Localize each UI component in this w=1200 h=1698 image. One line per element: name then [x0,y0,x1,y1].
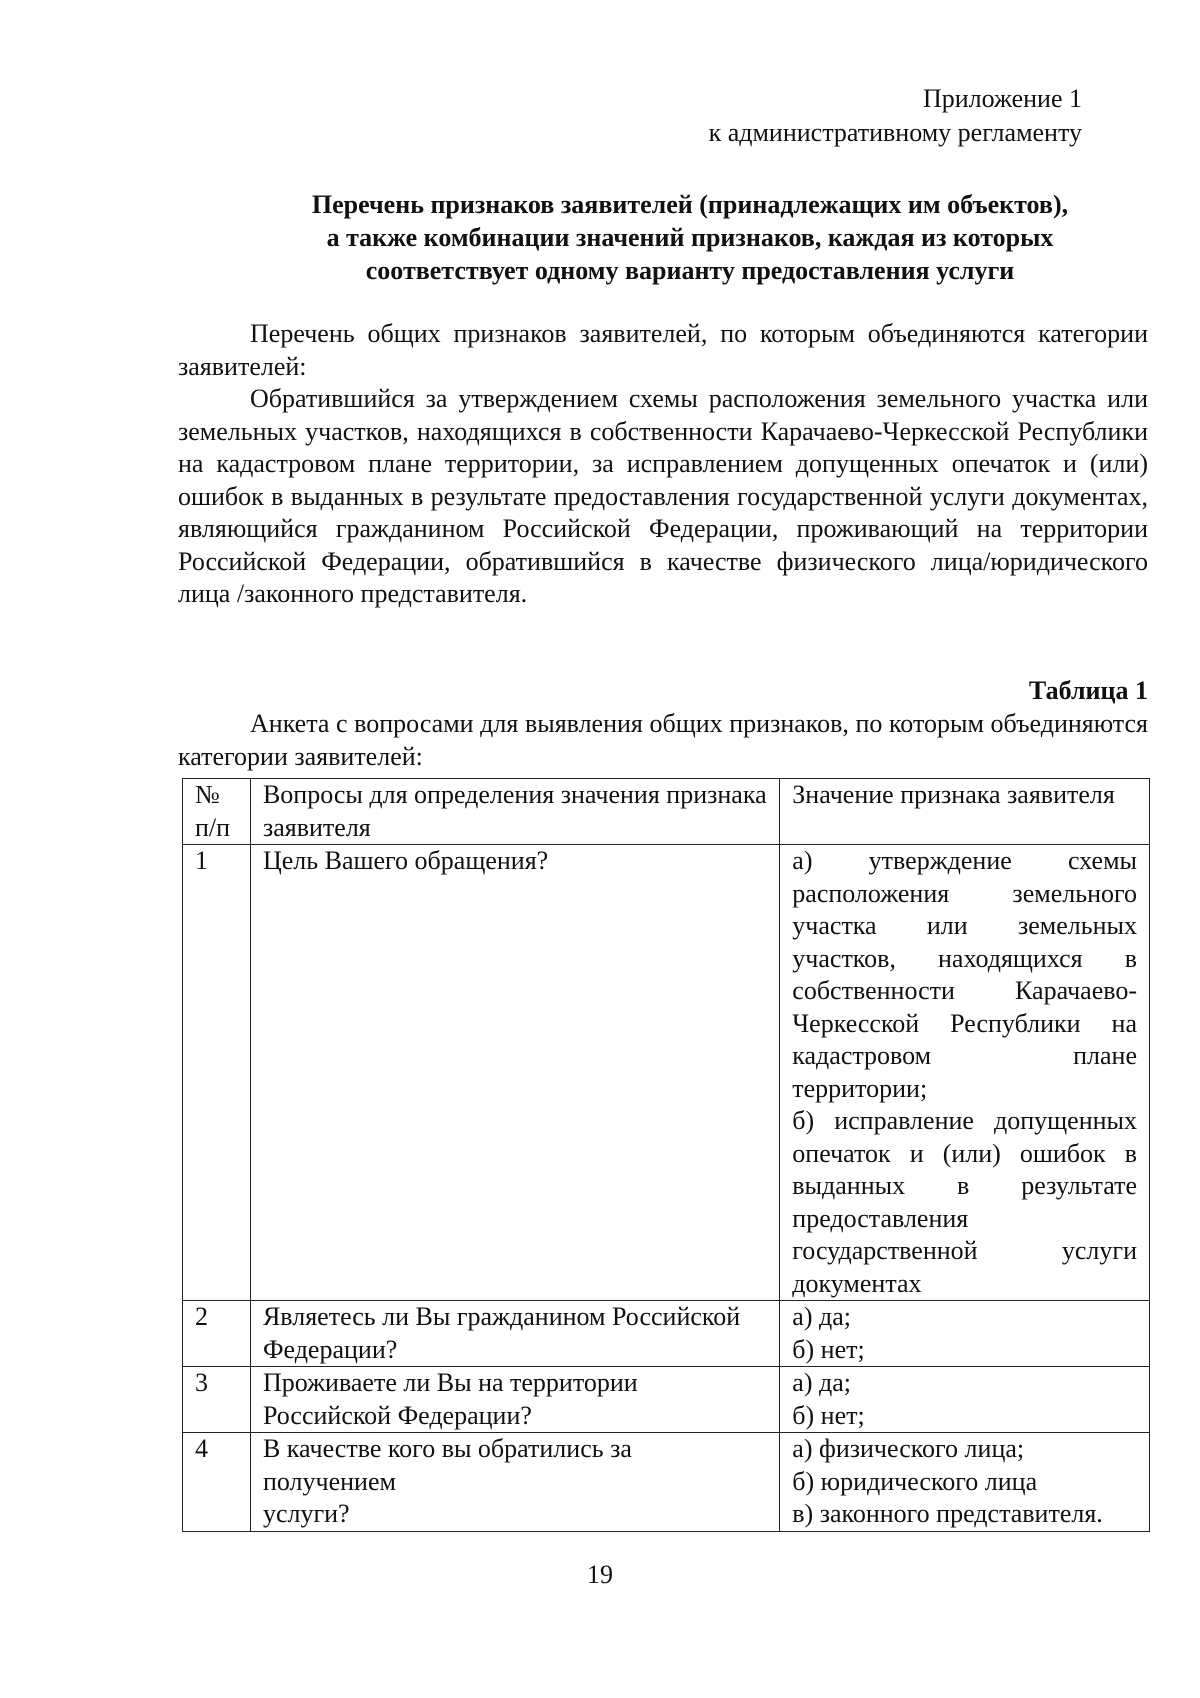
table-row [183,1433,1150,1532]
appendix-reference [709,82,1082,150]
table-row [183,845,1150,1301]
header-question: Вопросы для определения значения признака заявителя [250,779,779,845]
value-option-a: а) да; [792,1368,851,1397]
row-num: 4 [183,1433,251,1532]
header-num: № п/п [183,779,251,845]
row-num: 2 [183,1301,251,1367]
row-value [780,1301,1150,1367]
value-option-b: б) юридического лица [792,1466,1038,1496]
row-question: Являетесь ли Вы гражданином Российской Федерации? [250,1301,779,1367]
value-option-a: а) утверждение схемы расположения земельного участка или земельных участков, находящихся в собственности Карачаево-Черкесской Республики на кадастровом плане территории; [792,846,1137,1103]
row-value [780,1367,1150,1433]
heading-line-3: соответствует одному варианту предоставления услуги [365,256,1015,285]
page-number: 19 [587,1560,613,1589]
heading-line-1: Перечень признаков заявителей (принадлежащих им объектов), [311,190,1069,219]
value-option-c: в) законного представителя. [792,1499,1103,1528]
table-title: Таблица 1 [1028,676,1148,705]
value-option-b: б) нет; [792,1400,865,1430]
survey-table [182,778,1150,1532]
row-num: 3 [183,1367,251,1433]
table-header-row [183,779,1150,845]
table-row [183,1301,1150,1367]
question-line: получением [262,1466,396,1496]
paragraph-common-features: Перечень общих признаков заявителей, по которым объединяются категории заявителей: [178,319,1148,381]
appendix-line-1: Приложение 1 [922,84,1082,113]
paragraph-table-intro: Анкета с вопросами для выявления общих признаков, по которым объединяются категории заявителей: [178,709,1148,771]
document-heading [250,188,1130,287]
value-option-b: б) исправление допущенных опечаток и (или) ошибок в выданных в результате предоставления государственной услуги документах [792,1106,1137,1298]
appendix-line-2: к административному регламенту [708,118,1082,147]
question-line: В качестве кого вы обратились за [262,1434,632,1463]
row-value [780,845,1150,1301]
row-num: 1 [183,845,251,1301]
row-question: Проживаете ли Вы на территории Российской Федерации? [250,1367,779,1433]
value-option-b: б) нет; [792,1334,865,1364]
row-question: Цель Вашего обращения? [250,845,779,1301]
question-line: услуги? [262,1499,350,1528]
value-option-a: а) да; [792,1302,851,1331]
row-question [250,1433,779,1532]
row-value [780,1433,1150,1532]
header-value: Значение признака заявителя [780,779,1150,845]
table-row [183,1367,1150,1433]
value-option-a: а) физического лица; [792,1434,1025,1463]
heading-line-2: а также комбинации значений признаков, каждая из которых [326,223,1054,252]
paragraph-applicant-description: Обратившийся за утверждением схемы расположения земельного участка или земельных участков, находящихся в собственности Карачаево-Черкесской Республики на кадастровом плане территории, за исправлением допущенных опечаток и (или) ошибок в выданных в результате предоставления государственной услуги документах, являющийся гражданином Российской Федерации, проживающий на территории Российской Федерации, обратившийся в качестве физического лица/юридического лица /законного представителя. [178,384,1148,608]
